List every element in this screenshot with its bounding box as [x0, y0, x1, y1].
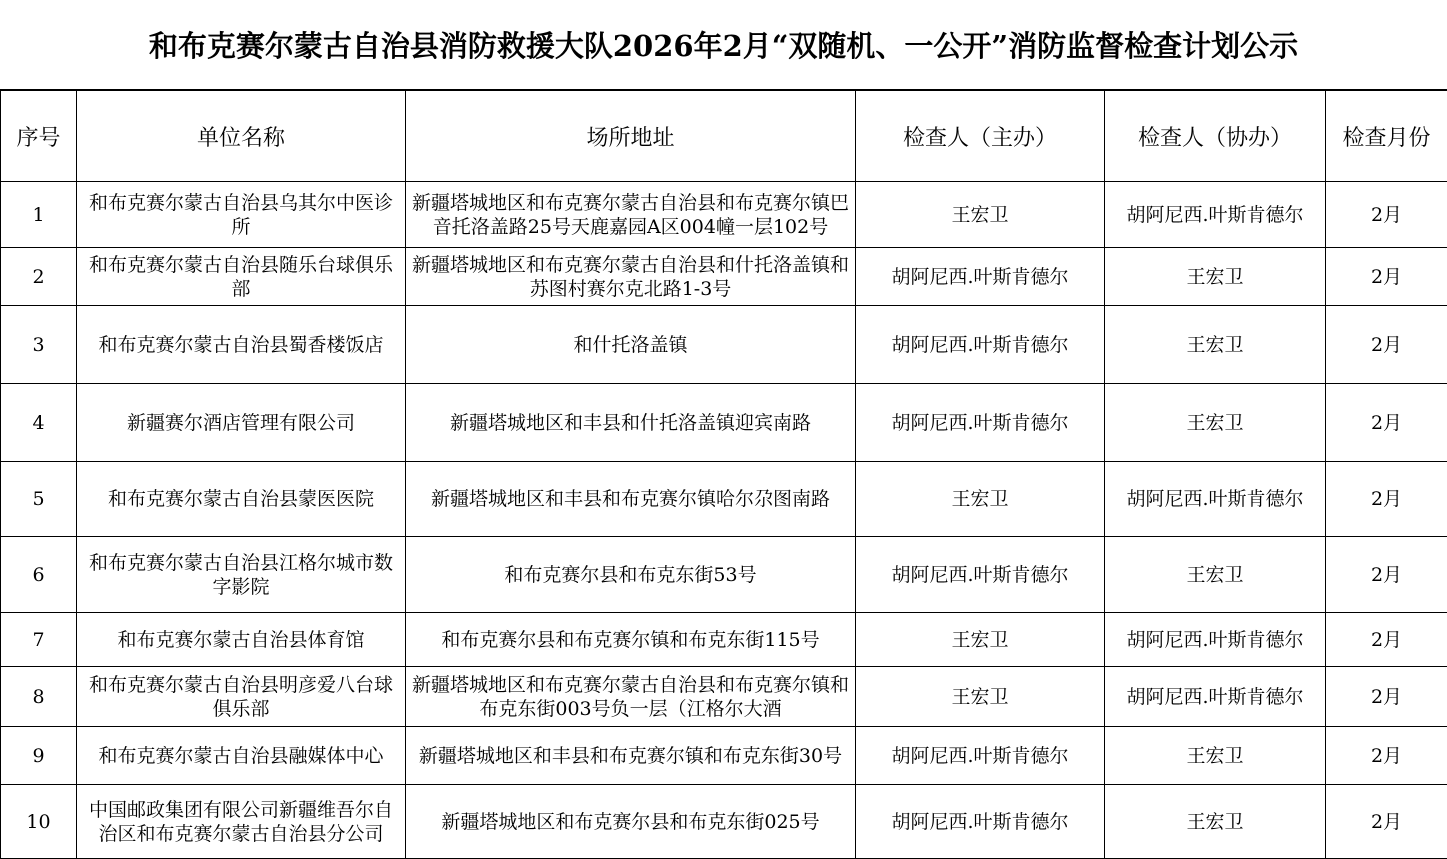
cell-index-text: 5 [7, 487, 70, 511]
cell-month-text: 2月 [1332, 685, 1441, 709]
header-inspector-assist: 检查人（协办） [1105, 91, 1326, 182]
cell-inspector-main [856, 667, 1105, 727]
header-index: 序号 [1, 91, 77, 182]
cell-index [1, 182, 77, 248]
cell-inspector-assist [1105, 537, 1326, 613]
table-row [1, 785, 1447, 859]
cell-month-text: 2月 [1332, 628, 1441, 652]
cell-index-text: 4 [7, 411, 70, 435]
cell-unit-name-text: 和布克赛尔蒙古自治县随乐台球俱乐部 [83, 253, 399, 301]
cell-address [406, 248, 856, 306]
cell-inspector-assist [1105, 182, 1326, 248]
cell-index [1, 537, 77, 613]
cell-inspector-main [856, 462, 1105, 537]
cell-unit-name-text: 和布克赛尔蒙古自治县江格尔城市数字影院 [83, 551, 399, 599]
cell-index-text: 8 [7, 685, 70, 709]
table-row [1, 384, 1447, 462]
cell-unit-name [77, 667, 406, 727]
cell-month [1326, 785, 1447, 859]
cell-unit-name-text: 新疆赛尔酒店管理有限公司 [83, 411, 399, 435]
cell-inspector-main [856, 613, 1105, 667]
cell-inspector-assist-text: 王宏卫 [1111, 265, 1319, 289]
cell-inspector-main [856, 306, 1105, 384]
cell-index [1, 462, 77, 537]
cell-inspector-main-text: 胡阿尼西.叶斯肯德尔 [862, 744, 1098, 768]
table-row [1, 727, 1447, 785]
cell-inspector-main [856, 182, 1105, 248]
header-unit-name: 单位名称 [77, 91, 406, 182]
cell-address [406, 785, 856, 859]
cell-unit-name [77, 613, 406, 667]
cell-index-text: 1 [7, 203, 70, 227]
table-row [1, 248, 1447, 306]
cell-inspector-main [856, 537, 1105, 613]
cell-inspector-assist-text: 王宏卫 [1111, 810, 1319, 834]
cell-unit-name-text: 和布克赛尔蒙古自治县明彦爱八台球俱乐部 [83, 673, 399, 721]
cell-address-text: 和布克赛尔县和布克东街53号 [412, 563, 849, 587]
cell-index-text: 10 [7, 810, 70, 834]
cell-month-text: 2月 [1332, 810, 1441, 834]
cell-month [1326, 727, 1447, 785]
cell-month [1326, 306, 1447, 384]
cell-address [406, 613, 856, 667]
cell-month [1326, 248, 1447, 306]
cell-unit-name [77, 182, 406, 248]
table-row [1, 613, 1447, 667]
cell-index-text: 6 [7, 563, 70, 587]
table-header-row [1, 91, 1447, 182]
cell-unit-name [77, 248, 406, 306]
cell-inspector-assist [1105, 667, 1326, 727]
header-address: 场所地址 [406, 91, 856, 182]
cell-inspector-main-text: 胡阿尼西.叶斯肯德尔 [862, 333, 1098, 357]
cell-address-text: 新疆塔城地区和丰县和布克赛尔镇和布克东街30号 [412, 744, 849, 768]
cell-unit-name [77, 306, 406, 384]
page-title: 和布克赛尔蒙古自治县消防救援大队2026年2月“双随机、一公开”消防监督检查计划公示 [0, 0, 1447, 90]
cell-address-text: 新疆塔城地区和丰县和什托洛盖镇迎宾南路 [412, 411, 849, 435]
cell-unit-name [77, 785, 406, 859]
cell-inspector-main-text: 胡阿尼西.叶斯肯德尔 [862, 810, 1098, 834]
cell-month-text: 2月 [1332, 333, 1441, 357]
cell-address [406, 667, 856, 727]
cell-inspector-main-text: 胡阿尼西.叶斯肯德尔 [862, 411, 1098, 435]
cell-inspector-assist-text: 王宏卫 [1111, 333, 1319, 357]
cell-address-text: 新疆塔城地区和丰县和布克赛尔镇哈尔尕图南路 [412, 487, 849, 511]
cell-inspector-assist [1105, 384, 1326, 462]
cell-inspector-main [856, 785, 1105, 859]
cell-address [406, 384, 856, 462]
cell-unit-name [77, 537, 406, 613]
cell-inspector-assist [1105, 248, 1326, 306]
cell-month-text: 2月 [1332, 411, 1441, 435]
cell-month [1326, 462, 1447, 537]
cell-inspector-main-text: 王宏卫 [862, 628, 1098, 652]
cell-month-text: 2月 [1332, 487, 1441, 511]
cell-inspector-assist [1105, 613, 1326, 667]
cell-inspector-assist-text: 胡阿尼西.叶斯肯德尔 [1111, 628, 1319, 652]
header-inspector-main: 检查人（主办） [856, 91, 1105, 182]
table-row [1, 462, 1447, 537]
cell-inspector-main [856, 727, 1105, 785]
cell-address [406, 306, 856, 384]
cell-address-text: 新疆塔城地区和布克赛尔蒙古自治县和布克赛尔镇巴音托洛盖路25号天鹿嘉园A区004幢一层102号 [412, 191, 849, 239]
cell-address-text: 新疆塔城地区和布克赛尔蒙古自治县和什托洛盖镇和苏图村赛尔克北路1-3号 [412, 253, 849, 301]
cell-inspector-main-text: 胡阿尼西.叶斯肯德尔 [862, 563, 1098, 587]
cell-inspector-main [856, 384, 1105, 462]
cell-inspector-assist-text: 王宏卫 [1111, 744, 1319, 768]
cell-index [1, 306, 77, 384]
cell-index-text: 3 [7, 333, 70, 357]
cell-month [1326, 667, 1447, 727]
cell-address-text: 新疆塔城地区和布克赛尔县和布克东街025号 [412, 810, 849, 834]
cell-index [1, 384, 77, 462]
cell-inspector-assist [1105, 462, 1326, 537]
table-row [1, 182, 1447, 248]
cell-inspector-assist-text: 胡阿尼西.叶斯肯德尔 [1111, 203, 1319, 227]
cell-month [1326, 384, 1447, 462]
table-row [1, 667, 1447, 727]
cell-index [1, 727, 77, 785]
cell-unit-name [77, 384, 406, 462]
cell-index-text: 2 [7, 265, 70, 289]
cell-unit-name-text: 和布克赛尔蒙古自治县蒙医医院 [83, 487, 399, 511]
cell-index-text: 9 [7, 744, 70, 768]
cell-unit-name-text: 和布克赛尔蒙古自治县乌其尔中医诊所 [83, 191, 399, 239]
cell-address [406, 727, 856, 785]
cell-month-text: 2月 [1332, 744, 1441, 768]
cell-address-text: 和布克赛尔县和布克赛尔镇和布克东街115号 [412, 628, 849, 652]
cell-index [1, 248, 77, 306]
cell-address [406, 462, 856, 537]
cell-inspector-assist-text: 王宏卫 [1111, 563, 1319, 587]
cell-unit-name [77, 727, 406, 785]
cell-address-text: 新疆塔城地区和布克赛尔蒙古自治县和布克赛尔镇和布克东街003号负一层（江格尔大酒 [412, 673, 849, 721]
cell-inspector-assist-text: 王宏卫 [1111, 411, 1319, 435]
cell-month [1326, 613, 1447, 667]
cell-address-text: 和什托洛盖镇 [412, 333, 849, 357]
cell-month [1326, 537, 1447, 613]
cell-month-text: 2月 [1332, 203, 1441, 227]
cell-inspector-main-text: 王宏卫 [862, 685, 1098, 709]
cell-inspector-assist [1105, 727, 1326, 785]
cell-inspector-main-text: 胡阿尼西.叶斯肯德尔 [862, 265, 1098, 289]
table-row [1, 306, 1447, 384]
cell-unit-name-text: 和布克赛尔蒙古自治县融媒体中心 [83, 744, 399, 768]
cell-inspector-main-text: 王宏卫 [862, 203, 1098, 227]
cell-inspector-main-text: 王宏卫 [862, 487, 1098, 511]
cell-index [1, 667, 77, 727]
cell-month [1326, 182, 1447, 248]
cell-unit-name-text: 和布克赛尔蒙古自治县体育馆 [83, 628, 399, 652]
cell-inspector-assist [1105, 306, 1326, 384]
cell-unit-name-text: 中国邮政集团有限公司新疆维吾尔自治区和布克赛尔蒙古自治县分公司 [83, 798, 399, 846]
cell-inspector-main [856, 248, 1105, 306]
cell-month-text: 2月 [1332, 563, 1441, 587]
cell-address [406, 182, 856, 248]
header-month: 检查月份 [1326, 91, 1447, 182]
cell-unit-name-text: 和布克赛尔蒙古自治县蜀香楼饭店 [83, 333, 399, 357]
table-row [1, 537, 1447, 613]
cell-inspector-assist [1105, 785, 1326, 859]
cell-index [1, 785, 77, 859]
cell-index-text: 7 [7, 628, 70, 652]
cell-inspector-assist-text: 胡阿尼西.叶斯肯德尔 [1111, 685, 1319, 709]
cell-inspector-assist-text: 胡阿尼西.叶斯肯德尔 [1111, 487, 1319, 511]
cell-index [1, 613, 77, 667]
cell-address [406, 537, 856, 613]
inspection-plan-table [0, 90, 1447, 859]
cell-unit-name [77, 462, 406, 537]
cell-month-text: 2月 [1332, 265, 1441, 289]
